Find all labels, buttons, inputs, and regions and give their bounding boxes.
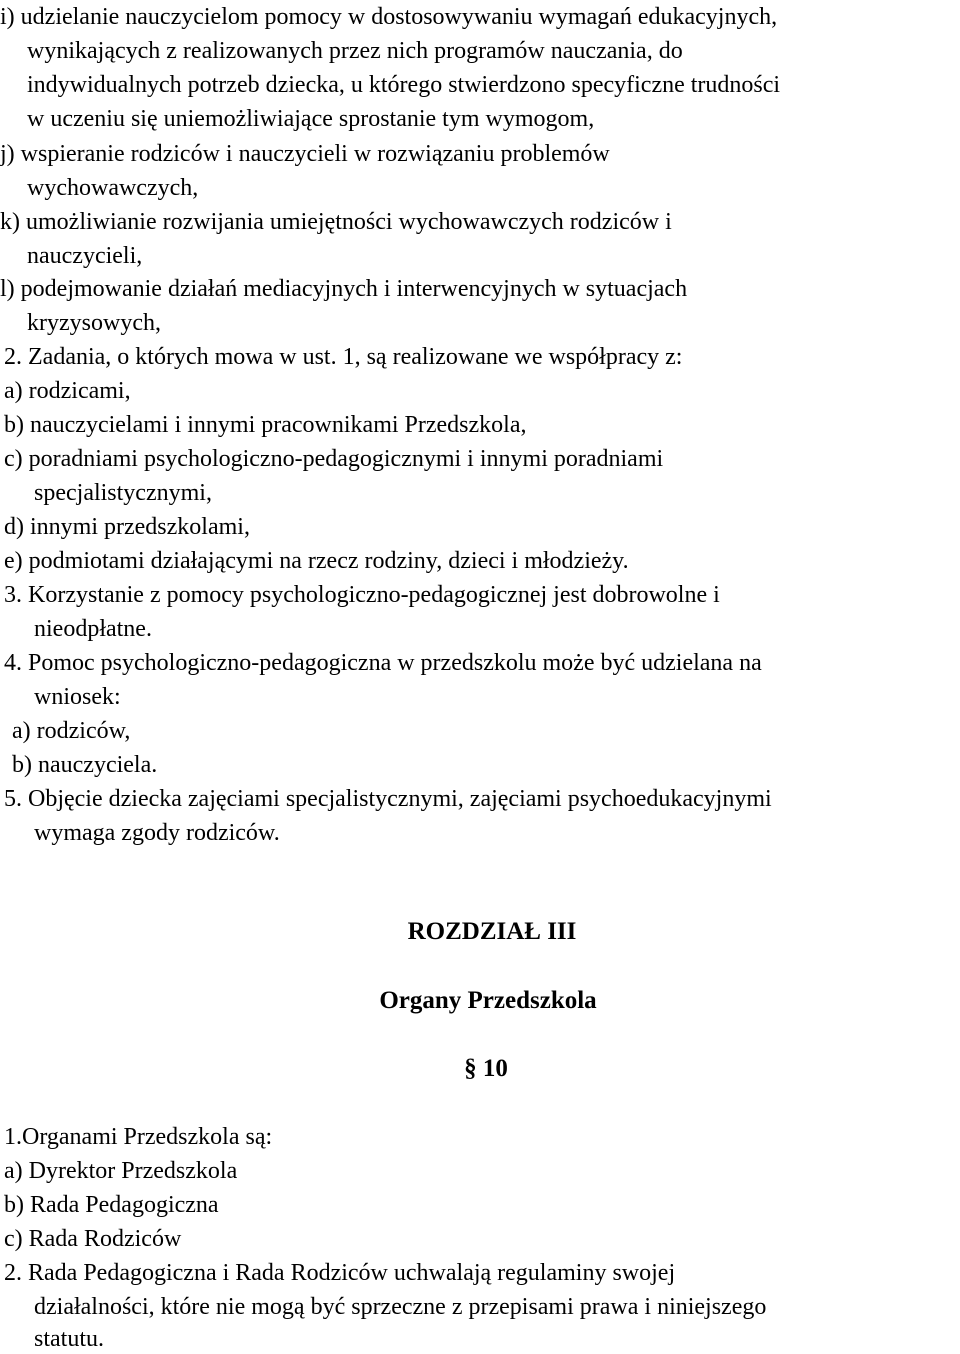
section-10-point-2-line1: 2. Rada Pedagogiczna i Rada Rodziców uchwalają regulaminy swojej (4, 1260, 676, 1286)
point-2-item-d: d) innymi przedszkolami, (4, 514, 250, 540)
point-4-item-b: b) nauczyciela. (12, 752, 158, 778)
list-item-k-line1: k) umożliwianie rozwijania umiejętności wychowawczych rodziców i (0, 209, 672, 235)
point-3-line2: nieodpłatne. (34, 616, 152, 642)
list-item-l-line2: kryzysowych, (27, 310, 161, 336)
point-2-item-c-line1: c) poradniami psychologiczno-pedagogicznymi i innymi poradniami (4, 446, 664, 472)
list-item-k-line2: nauczycieli, (27, 243, 143, 269)
list-item-j-line1: j) wspieranie rodziców i nauczycieli w rozwiązaniu problemów (0, 141, 610, 167)
point-2-item-b: b) nauczycielami i innymi pracownikami Przedszkola, (4, 412, 527, 438)
point-4-line1: 4. Pomoc psychologiczno-pedagogiczna w przedszkolu może być udzielana na (4, 650, 762, 676)
point-4-line2: wniosek: (34, 684, 121, 710)
point-5-line2: wymaga zgody rodziców. (34, 820, 280, 846)
section-number: § 10 (464, 1055, 508, 1082)
list-item-i-line3: indywidualnych potrzeb dziecka, u którego stwierdzono specyficzne trudności (27, 72, 781, 98)
list-item-l-line1: l) podejmowanie działań mediacyjnych i interwencyjnych w sytuacjach (0, 276, 688, 302)
point-2-item-c-line2: specjalistycznymi, (34, 480, 212, 506)
chapter-subtitle: Organy Przedszkola (379, 987, 597, 1014)
list-item-i-line2: wynikających z realizowanych przez nich programów nauczania, do (27, 38, 683, 64)
chapter-title: ROZDZIAŁ III (407, 918, 577, 945)
organ-item-c: c) Rada Rodziców (4, 1226, 182, 1252)
point-2: 2. Zadania, o których mowa w ust. 1, są realizowane we współpracy z: (4, 344, 683, 370)
list-item-i-line4: w uczeniu się uniemożliwiające sprostanie tym wymogom, (27, 106, 595, 132)
point-3-line1: 3. Korzystanie z pomocy psychologiczno-pedagogicznej jest dobrowolne i (4, 582, 720, 608)
point-4-item-a: a) rodziców, (12, 718, 131, 744)
section-10-point-2-line3: statutu. (34, 1326, 104, 1352)
section-10-point-1: 1.Organami Przedszkola są: (4, 1124, 273, 1150)
organ-item-b: b) Rada Pedagogiczna (4, 1192, 219, 1218)
organ-item-a: a) Dyrektor Przedszkola (4, 1158, 238, 1184)
point-2-item-e: e) podmiotami działającymi na rzecz rodziny, dzieci i młodzieży. (4, 548, 629, 574)
list-item-i-line1: i) udzielanie nauczycielom pomocy w dostosowywaniu wymagań edukacyjnych, (0, 4, 778, 30)
section-10-point-2-line2: działalności, które nie mogą być sprzeczne z przepisami prawa i niniejszego (34, 1294, 767, 1320)
list-item-j-line2: wychowawczych, (27, 175, 199, 201)
point-5-line1: 5. Objęcie dziecka zajęciami specjalistycznymi, zajęciami psychoedukacyjnymi (4, 786, 772, 812)
point-2-item-a: a) rodzicami, (4, 378, 131, 404)
